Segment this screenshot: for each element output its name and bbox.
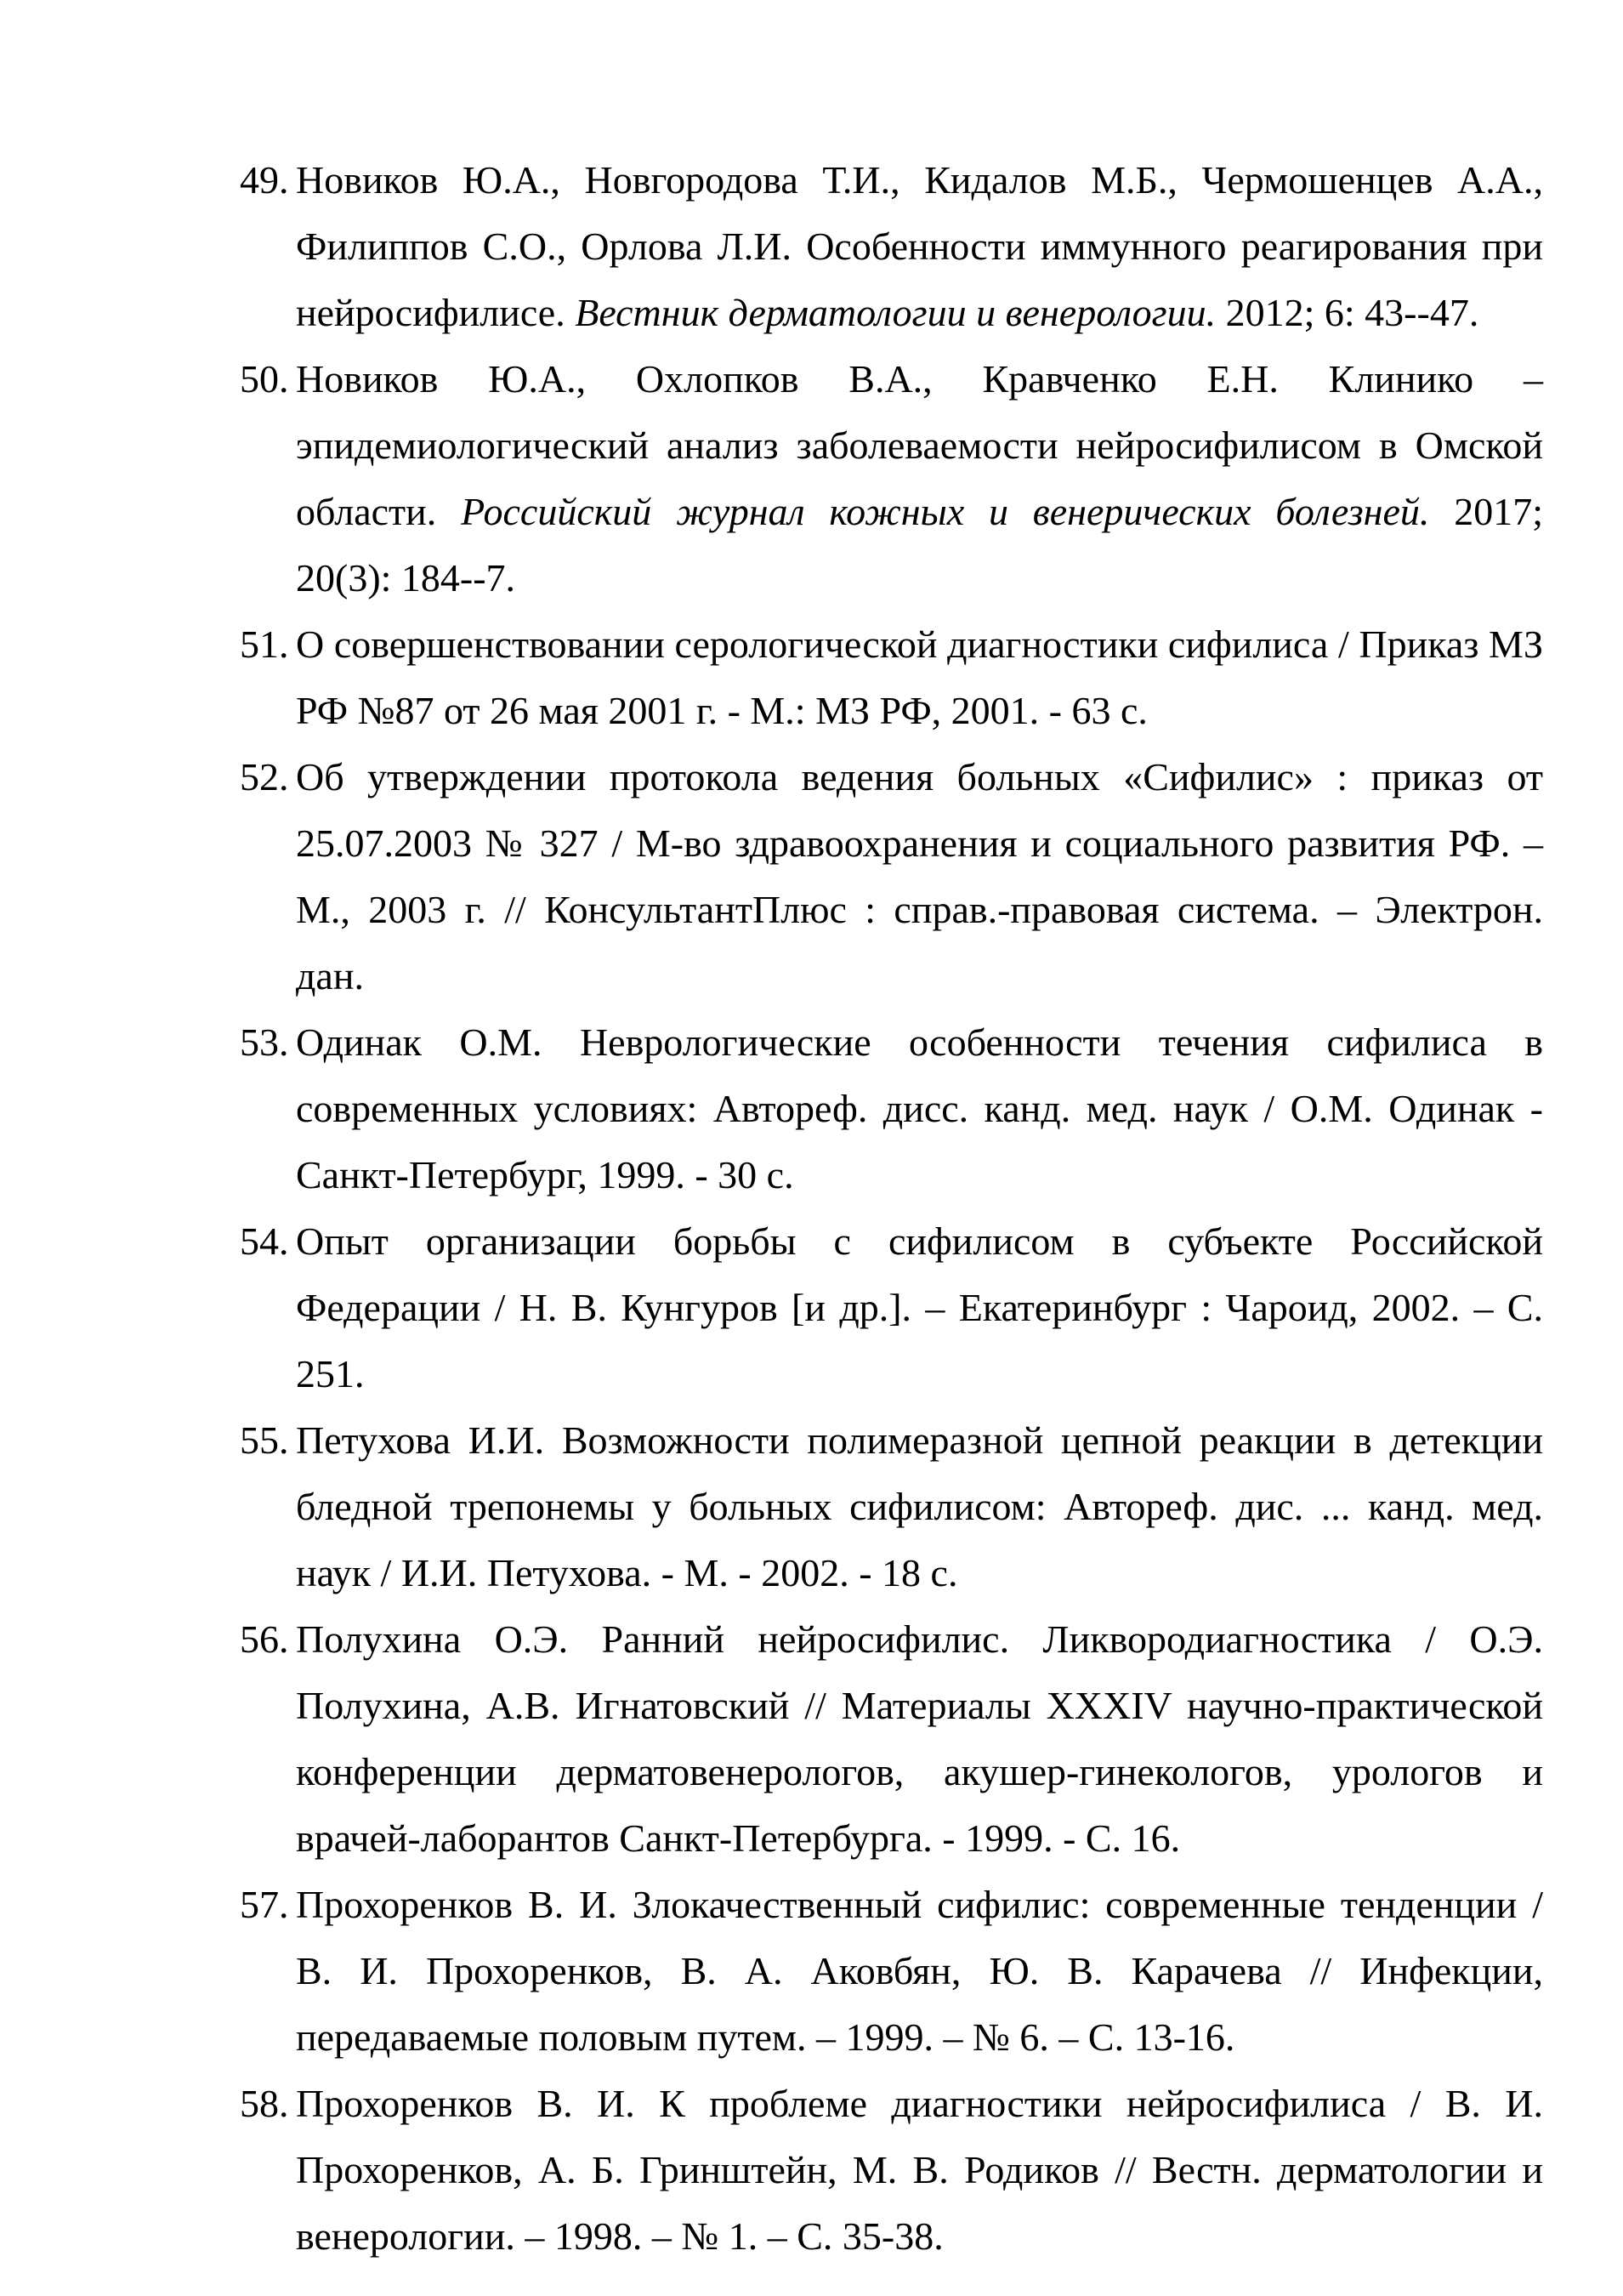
reference-text: Одинак О.М. Неврологические особенности течения сифилиса в современных условиях: Автореф. дисс. канд. мед. наук / О.М. Одинак - Санкт-Петербург, 1999. - 30 с. <box>296 1020 1543 1196</box>
reference-item <box>228 744 1543 1009</box>
reference-list <box>228 147 1543 2270</box>
reference-text: О совершенствовании серологической диагностики сифилиса / Приказ МЗ РФ №87 от 26 мая 2001 г. - М.: МЗ РФ, 2001. - 63 с. <box>296 622 1543 732</box>
reference-journal: Вестник дерматологии и венерологии. <box>575 291 1217 334</box>
reference-number: 53. <box>240 1020 289 1064</box>
reference-item <box>228 1407 1543 1606</box>
reference-number: 52. <box>240 755 289 798</box>
reference-text: Прохоренков В. И. К проблеме диагностики нейросифилиса / В. И. Прохоренков, А. Б. Гринштейн, М. В. Родиков // Вестн. дерматологии и венерологии. – 1998. – № 1. – С. 35-38. <box>296 2082 1543 2258</box>
reference-text: Прохоренков В. И. Злокачественный сифилис: современные тенденции / В. И. Прохоренков, В. А. Аковбян, Ю. В. Карачева // Инфекции, передаваемые половым путем. – 1999. – № 6. – С. 13-16. <box>296 1883 1543 2059</box>
reference-item <box>228 1009 1543 1208</box>
reference-details: 2012; 6: 43--47. <box>1216 291 1479 334</box>
reference-item <box>228 1606 1543 1872</box>
reference-text: Полухина О.Э. Ранний нейросифилис. Ликвородиагностика / О.Э. Полухина, А.В. Игнатовский // Материалы XXXIV научно-практической конференции дерматовенерологов, акушер-гинекологов, урологов и врачей-лаборантов Санкт-Петербурга. - 1999. - С. 16. <box>296 1617 1543 1860</box>
reference-number: 49. <box>240 158 289 202</box>
reference-journal: Российский журнал кожных и венерических болезней. <box>461 490 1430 533</box>
reference-item <box>228 2071 1543 2270</box>
reference-number: 54. <box>240 1219 289 1263</box>
reference-number: 50. <box>240 357 289 401</box>
reference-item <box>228 611 1543 744</box>
reference-number: 57. <box>240 1883 289 1926</box>
reference-number: 51. <box>240 622 289 666</box>
reference-number: 56. <box>240 1617 289 1661</box>
reference-item <box>228 1872 1543 2071</box>
reference-text: Петухова И.И. Возможности полимеразной цепной реакции в детекции бледной трепонемы у больных сифилисом: Автореф. дис. ... канд. мед. наук / И.И. Петухова. - М. - 2002. - 18 с. <box>296 1418 1543 1594</box>
reference-details: 2017; 20(3): 184--7. <box>296 490 1543 600</box>
reference-number: 55. <box>240 1418 289 1462</box>
reference-item <box>228 346 1543 611</box>
reference-text: Опыт организации борьбы с сифилисом в субъекте Российской Федерации / Н. В. Кунгуров [и др.]. – Екатеринбург : Чароид, 2002. – С. 251. <box>296 1219 1543 1395</box>
reference-text: Об утверждении протокола ведения больных «Сифилис» : приказ от 25.07.2003 № 327 / М-во здравоохранения и социального развития РФ. – М., 2003 г. // КонсультантПлюс : справ.-правовая система. – Электрон. дан. <box>296 755 1543 997</box>
reference-number: 58. <box>240 2082 289 2125</box>
reference-text: Новиков Ю.А., Новгородова Т.И., Кидалов М.Б., Чермошенцев А.А., Филиппов С.О., Орлова Л.И. Особенности иммунного реагирования при нейросифилисе. <box>296 158 1543 334</box>
reference-text: Новиков Ю.А., Охлопков В.А., Кравченко Е.Н. Клинико – эпидемиологический анализ заболеваемости нейросифилисом в Омской области. <box>296 357 1543 533</box>
reference-item <box>228 1208 1543 1407</box>
reference-item <box>228 147 1543 346</box>
